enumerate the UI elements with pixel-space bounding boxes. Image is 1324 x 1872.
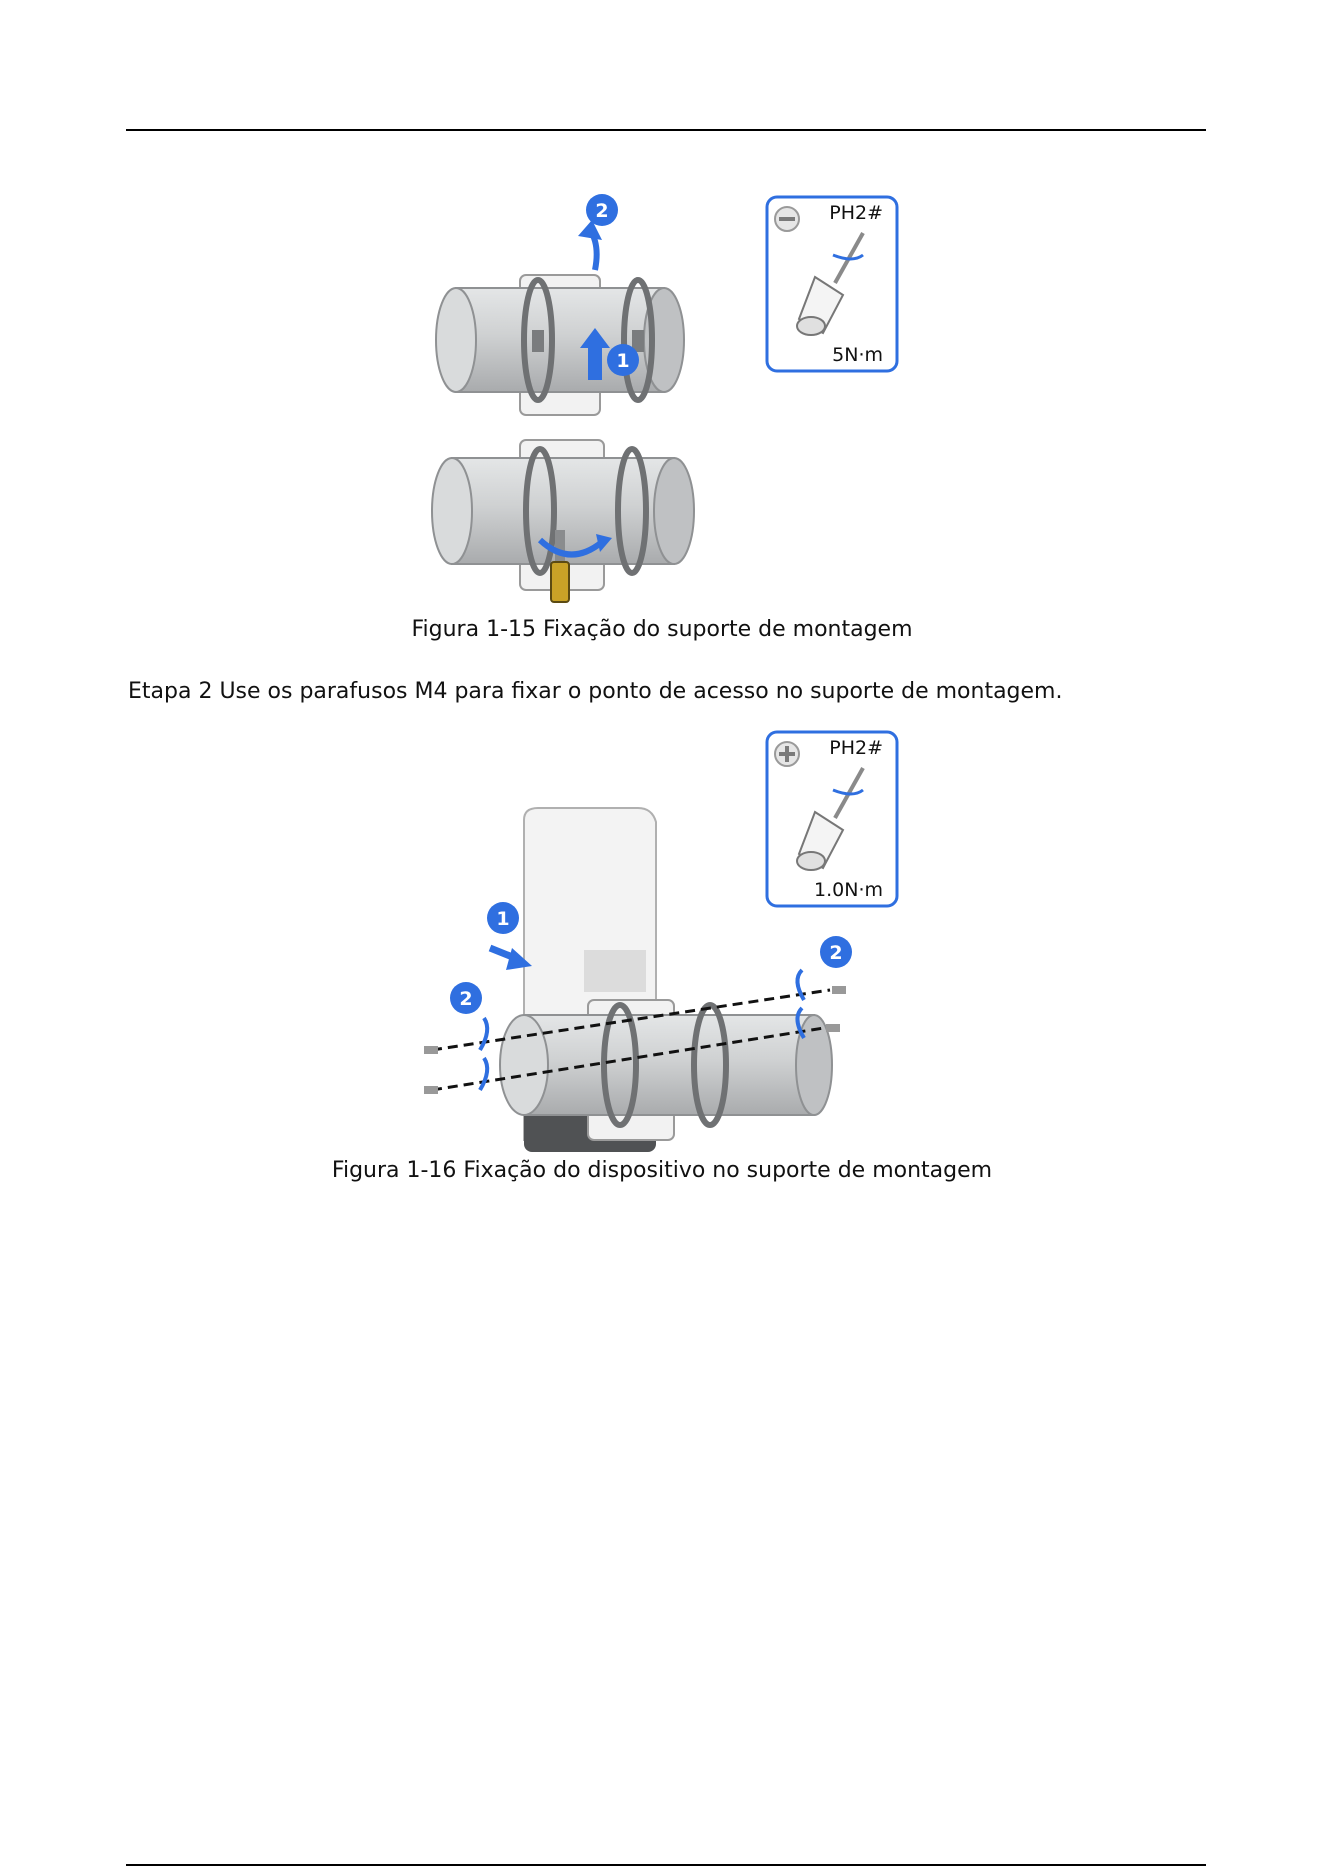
step-badge-label: 2 bbox=[829, 942, 843, 964]
screwdriver bbox=[551, 562, 569, 602]
rotate-arrow-icon bbox=[480, 1058, 487, 1090]
minus-icon bbox=[775, 207, 799, 231]
step-badge-label: 1 bbox=[496, 908, 510, 930]
plus-icon bbox=[775, 742, 799, 766]
step-text: Etapa 2 Use os parafusos M4 para fixar o ponto de acesso no suporte de montagem. bbox=[128, 679, 1063, 704]
tool-bit-label: PH2# bbox=[829, 202, 883, 224]
header-rule bbox=[126, 129, 1206, 131]
screw-icon bbox=[424, 1046, 438, 1054]
step-badge-label: 2 bbox=[595, 200, 609, 222]
tool-torque-label: 1.0N·m bbox=[814, 879, 883, 901]
screw-icon bbox=[826, 1024, 840, 1032]
screw-icon bbox=[424, 1086, 438, 1094]
screw-icon bbox=[832, 986, 846, 994]
tool-torque-label: 5N·m bbox=[832, 344, 883, 366]
step-badge-label: 2 bbox=[459, 988, 473, 1010]
rotate-arrow-icon bbox=[480, 1018, 487, 1050]
step-badge-label: 1 bbox=[616, 350, 630, 372]
pipe-assembly-lower bbox=[432, 440, 694, 602]
figure-caption: Figura 1-16 Fixação do dispositivo no suporte de montagem bbox=[331, 1158, 993, 1183]
figure-caption: Figura 1-15 Fixação do suporte de montagem bbox=[411, 617, 913, 642]
pipe-assembly-upper bbox=[436, 194, 684, 415]
tool-callout-2 bbox=[765, 730, 899, 908]
tool-callout-1 bbox=[765, 195, 899, 373]
footer-rule bbox=[126, 1864, 1206, 1866]
tool-bit-label: PH2# bbox=[829, 737, 883, 759]
